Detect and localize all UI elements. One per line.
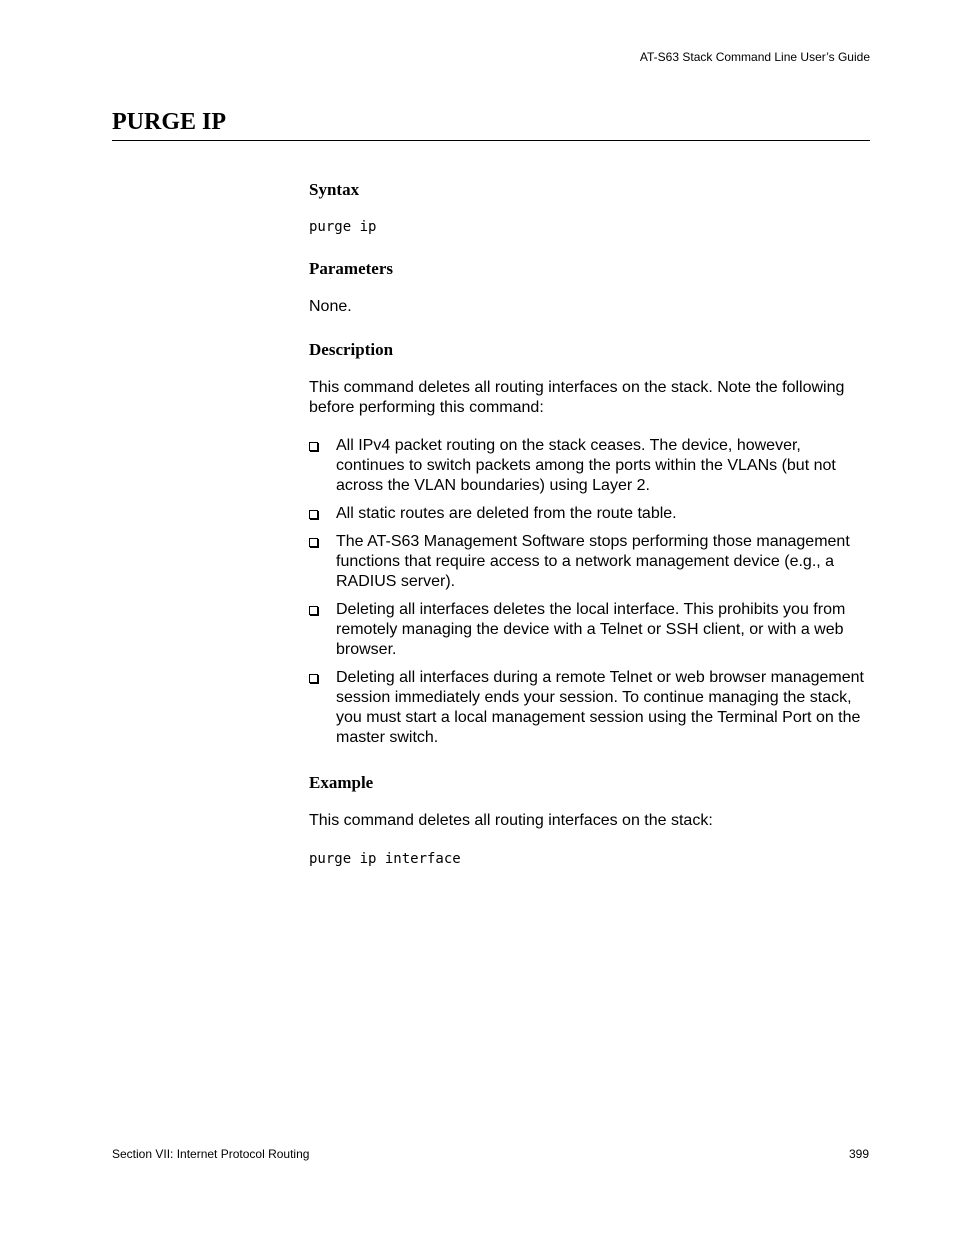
syntax-heading: Syntax [309,180,360,199]
checkbox-bullet-icon [309,510,318,519]
checkbox-bullet-icon [309,442,318,451]
list-item-text: Deleting all interfaces deletes the local interface. This prohibits you from remotely managing the device with a Telnet or SSH client, or with a web browser. [336,601,846,658]
checkbox-bullet-icon [309,674,318,683]
example-command: purge ip interface [309,851,461,867]
syntax-command: purge ip [309,219,377,235]
list-item-text: All static routes are deleted from the route table. [336,505,677,522]
running-header: AT-S63 Stack Command Line User’s Guide [639,50,870,64]
footer-page-number: 399 [848,1147,869,1161]
title-rule [112,140,870,141]
list-item [309,600,871,660]
list-item [309,668,871,748]
checkbox-bullet-icon [309,538,318,547]
list-item [309,504,871,524]
list-item [309,436,871,496]
list-item-text: Deleting all interfaces during a remote Telnet or web browser management session immediately ends your session. To continue managing the stack, you must start a local management session using the Terminal Port on the master switch. [336,669,864,746]
parameters-heading: Parameters [309,259,394,278]
checkbox-bullet-icon [309,606,318,615]
footer-section: Section VII: Internet Protocol Routing [112,1147,310,1161]
example-text: This command deletes all routing interfaces on the stack: [309,812,713,829]
list-item-text: All IPv4 packet routing on the stack ceases. The device, however, continues to switch packets among the ports within the VLANs (but not across the VLAN boundaries) using Layer 2. [336,437,836,494]
list-item [309,532,871,592]
parameters-text: None. [309,298,352,315]
example-heading: Example [309,773,374,792]
page-title: PURGE IP [112,109,226,135]
description-intro: This command deletes all routing interfaces on the stack. Note the following before performing this command: [309,379,845,416]
description-bullet-list [309,436,871,756]
description-heading: Description [309,340,394,359]
list-item-text: The AT-S63 Management Software stops performing those management functions that require access to a network management device (e.g., a RADIUS server). [336,533,850,590]
